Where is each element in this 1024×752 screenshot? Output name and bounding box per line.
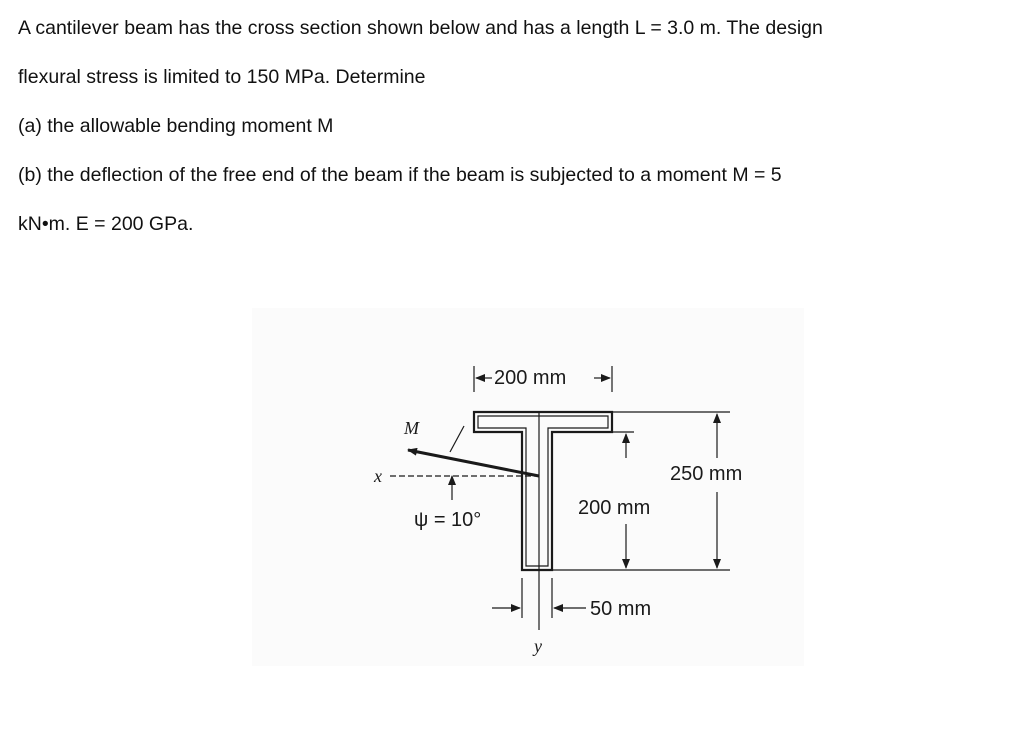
moment-vector <box>408 450 539 476</box>
angle-label: ψ = 10° <box>414 509 482 531</box>
flange-width-label: 200 mm <box>494 367 567 389</box>
t-section-outline <box>474 412 612 570</box>
problem-line-5: kN•m. E = 200 GPa. <box>18 213 194 235</box>
web-height-label: 200 mm <box>578 497 651 519</box>
moment-label: M <box>404 418 419 438</box>
problem-line-3: (a) the allowable bending moment M <box>18 115 334 137</box>
web-thickness-label: 50 mm <box>590 598 652 620</box>
y-axis-label: y <box>534 636 542 656</box>
problem-line-2: flexural stress is limited to 150 MPa. Determine <box>18 66 426 88</box>
problem-line-1: A cantilever beam has the cross section shown below and has a length L = 3.0 m. The design <box>18 17 823 39</box>
moment-leader <box>450 426 464 452</box>
x-axis-label: x <box>374 466 382 486</box>
cross-section-figure <box>252 308 804 666</box>
total-height-label: 250 mm <box>670 463 743 485</box>
problem-line-4: (b) the deflection of the free end of the beam if the beam is subjected to a moment M = 5 <box>18 164 782 186</box>
cross-section-diagram <box>252 308 804 666</box>
